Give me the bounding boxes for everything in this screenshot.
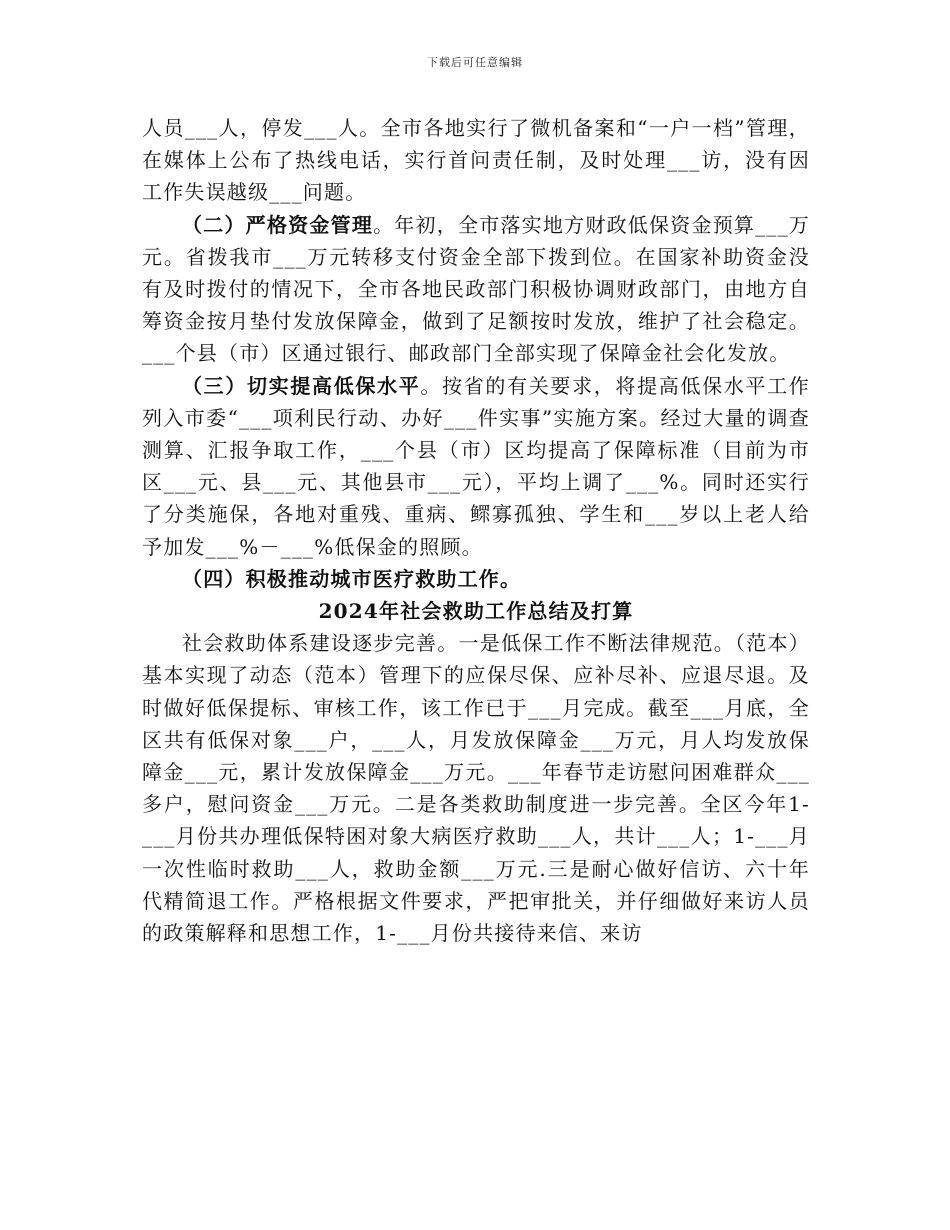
subheading-medical-aid: （四）积极推动城市医疗救助工作。 xyxy=(182,566,522,591)
paragraph-medical-aid xyxy=(142,563,810,595)
subheading-raise-standard: （三）切实提高低保水平 xyxy=(182,373,421,398)
paragraph-fund-management-body: 。年初，全市落实地方财政低保资金预算___万元。省拨我市___万元转移支付资金全部下拨到位。在国家补助资金没有及时拨付的情况下，全市各地民政部门积极协调财政部门，由地方自筹资金按月垫付发放保障金，做到了足额按时发放，维护了社会稳定。___个县（市）区通过银行、邮政部门全部实现了保障金社会化发放。 xyxy=(142,212,810,366)
paragraph-raise-standard-body: 。按省的有关要求，将提高低保水平工作列入市委“___项利民行动、办好___件实事”实施方案。经过大量的调查测算、汇报争取工作，___个县（市）区均提高了保障标准（目前为市区___元、县___元、其他县市___元），平均上调了___%。同时还实行了分类施保，各地对重残、重病、鳏寡孤独、学生和___岁以上老人给予加发___%－___%低保金的照顾。 xyxy=(142,373,810,559)
paragraph-continuation: 人员___人，停发___人。全市各地实行了微机备案和“一户一档”管理，在媒体上公布了热线电话，实行首问责任制，及时处理___访，没有因工作失误越级___问题。 xyxy=(142,116,810,205)
paragraph-fund-management xyxy=(142,209,810,370)
paragraph-social-aid-system: 社会救助体系建设逐步完善。一是低保工作不断法律规范。（范本）基本实现了动态（范本）管理下的应保尽保、应补尽补、应退尽退。及时做好低保提标、审核工作，该工作已于___月完成。截至___月底，全区共有低保对象___户，___人，月发放保障金___万元，月人均发放保障金___元，累计发放保障金___万元。___年春节走访慰问困难群众___多户，慰问资金___万元。二是各类救助制度进一步完善。全区今年1-___月份共办理低保特困对象大病医疗救助___人，共计___人；1-___月一次性临时救助___人，救助金额___万元.三是耐心做好信访、六十年代精简退工作。严格根据文件要求，严把审批关，并仔细做好来访人员的政策解释和思想工作，1-___月份共接待来信、来访 xyxy=(142,631,810,946)
section-title: 2024年社会救助工作总结及打算 xyxy=(318,599,634,624)
page-header: 下载后可任意编辑 xyxy=(427,56,523,69)
subheading-fund-management: （二）严格资金管理 xyxy=(182,212,374,237)
document-body xyxy=(142,112,810,949)
paragraph-raise-standard xyxy=(142,370,810,563)
